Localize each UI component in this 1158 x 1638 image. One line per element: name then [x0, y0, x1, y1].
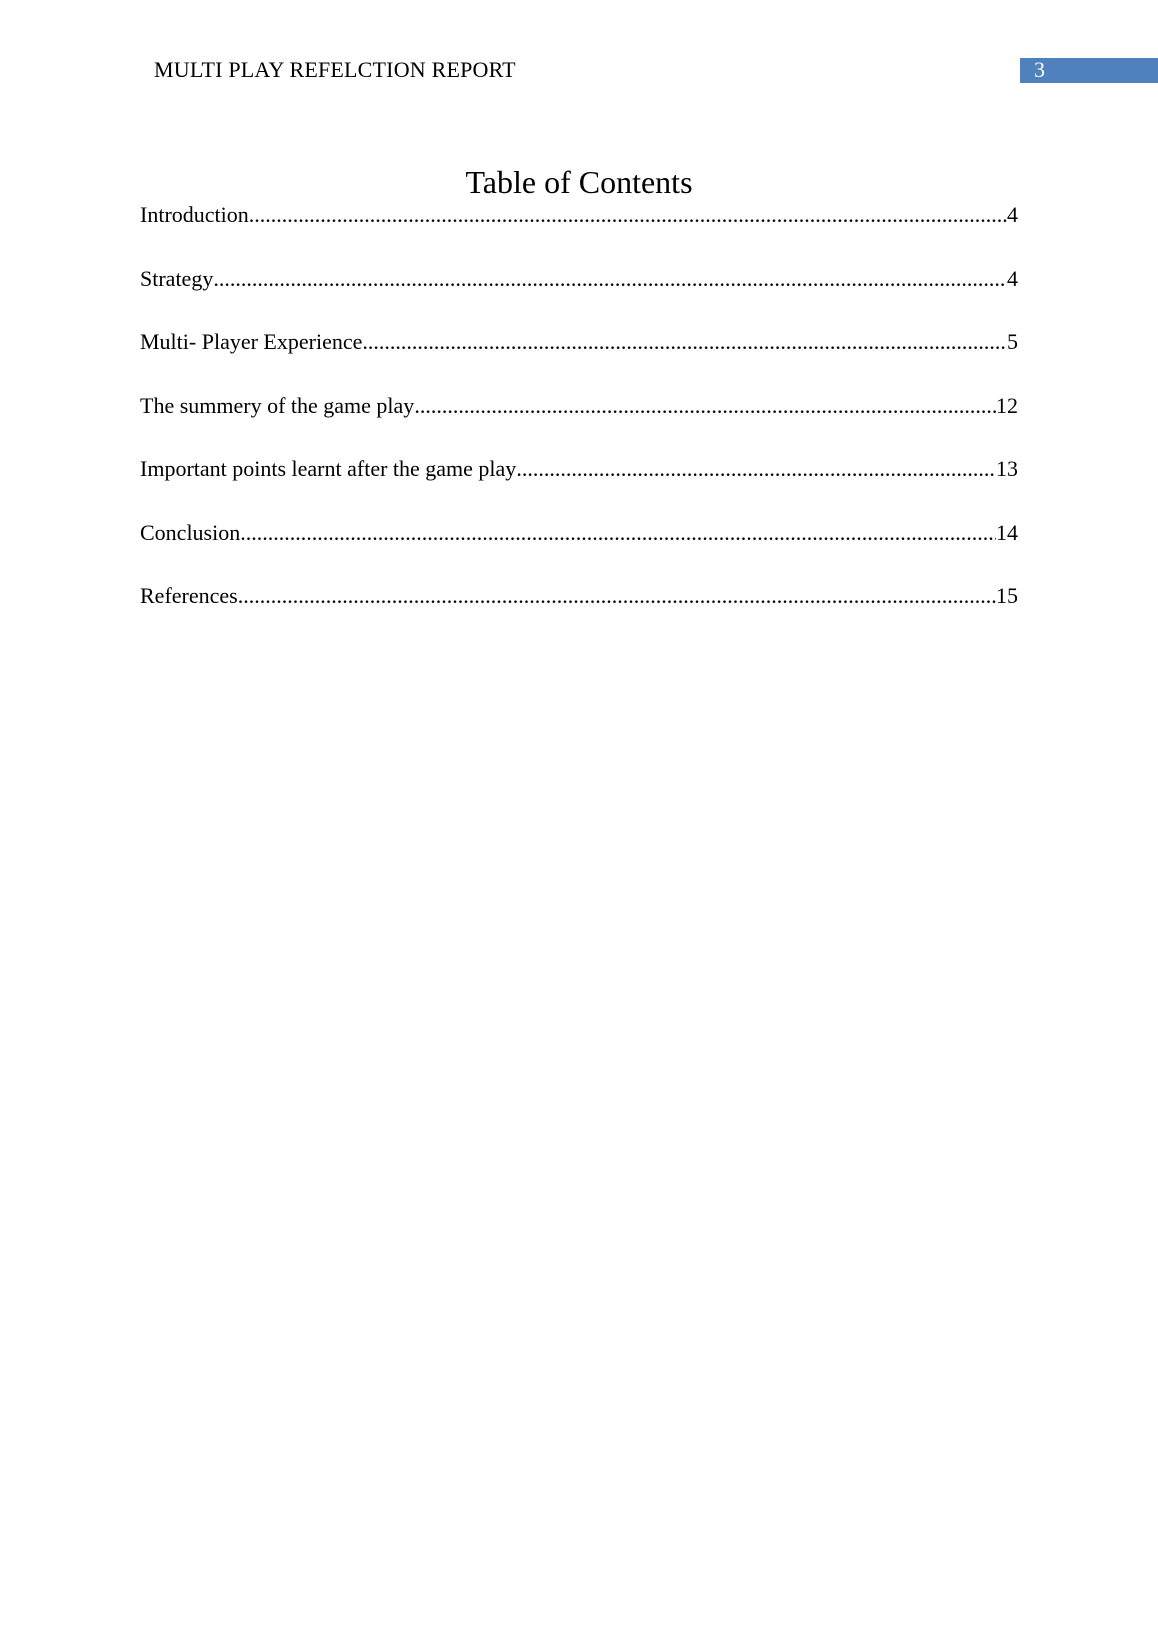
toc-entry-page: 12	[996, 392, 1018, 418]
toc-entry-label: Introduction	[140, 202, 249, 227]
toc-dot-leader	[240, 520, 996, 546]
toc-dot-leader	[362, 329, 1007, 355]
toc-entry-page: 5	[1007, 329, 1018, 354]
toc-heading: Table of Contents	[465, 164, 693, 200]
running-header-title: MULTI PLAY REFELCTION REPORT	[154, 57, 516, 82]
toc-dot-leader	[414, 393, 996, 419]
toc-list	[140, 202, 1018, 647]
toc-entry-summery-of-game-play[interactable]	[140, 393, 1018, 419]
toc-entry-page: 14	[996, 519, 1018, 545]
toc-entry-label: Multi- Player Experience	[140, 329, 363, 354]
toc-dot-leader	[213, 266, 1007, 292]
toc-entry-label: References	[140, 583, 238, 608]
toc-entry-page: 4	[1007, 265, 1018, 291]
toc-entry-page: 13	[996, 456, 1018, 481]
toc-entry-conclusion[interactable]	[140, 520, 1018, 546]
toc-entry-page: 15	[996, 583, 1018, 608]
toc-entry-label: Important points learnt after the game play	[140, 456, 517, 481]
toc-entry-introduction[interactable]	[140, 202, 1018, 228]
toc-entry-label: Conclusion	[140, 519, 241, 545]
toc-entry-page: 4	[1007, 202, 1018, 227]
toc-dot-leader	[516, 456, 996, 482]
toc-dot-leader	[238, 583, 996, 609]
toc-entry-references[interactable]	[140, 583, 1018, 609]
toc-entry-multi-player-experience[interactable]	[140, 329, 1018, 355]
page-number: 3	[1034, 57, 1045, 82]
toc-entry-label: The summery of the game play	[140, 392, 415, 418]
toc-entry-important-points[interactable]	[140, 456, 1018, 482]
page-number-badge	[1020, 58, 1158, 83]
toc-entry-label: Strategy	[140, 265, 214, 291]
toc-entry-strategy[interactable]	[140, 266, 1018, 292]
toc-dot-leader	[249, 202, 1007, 228]
